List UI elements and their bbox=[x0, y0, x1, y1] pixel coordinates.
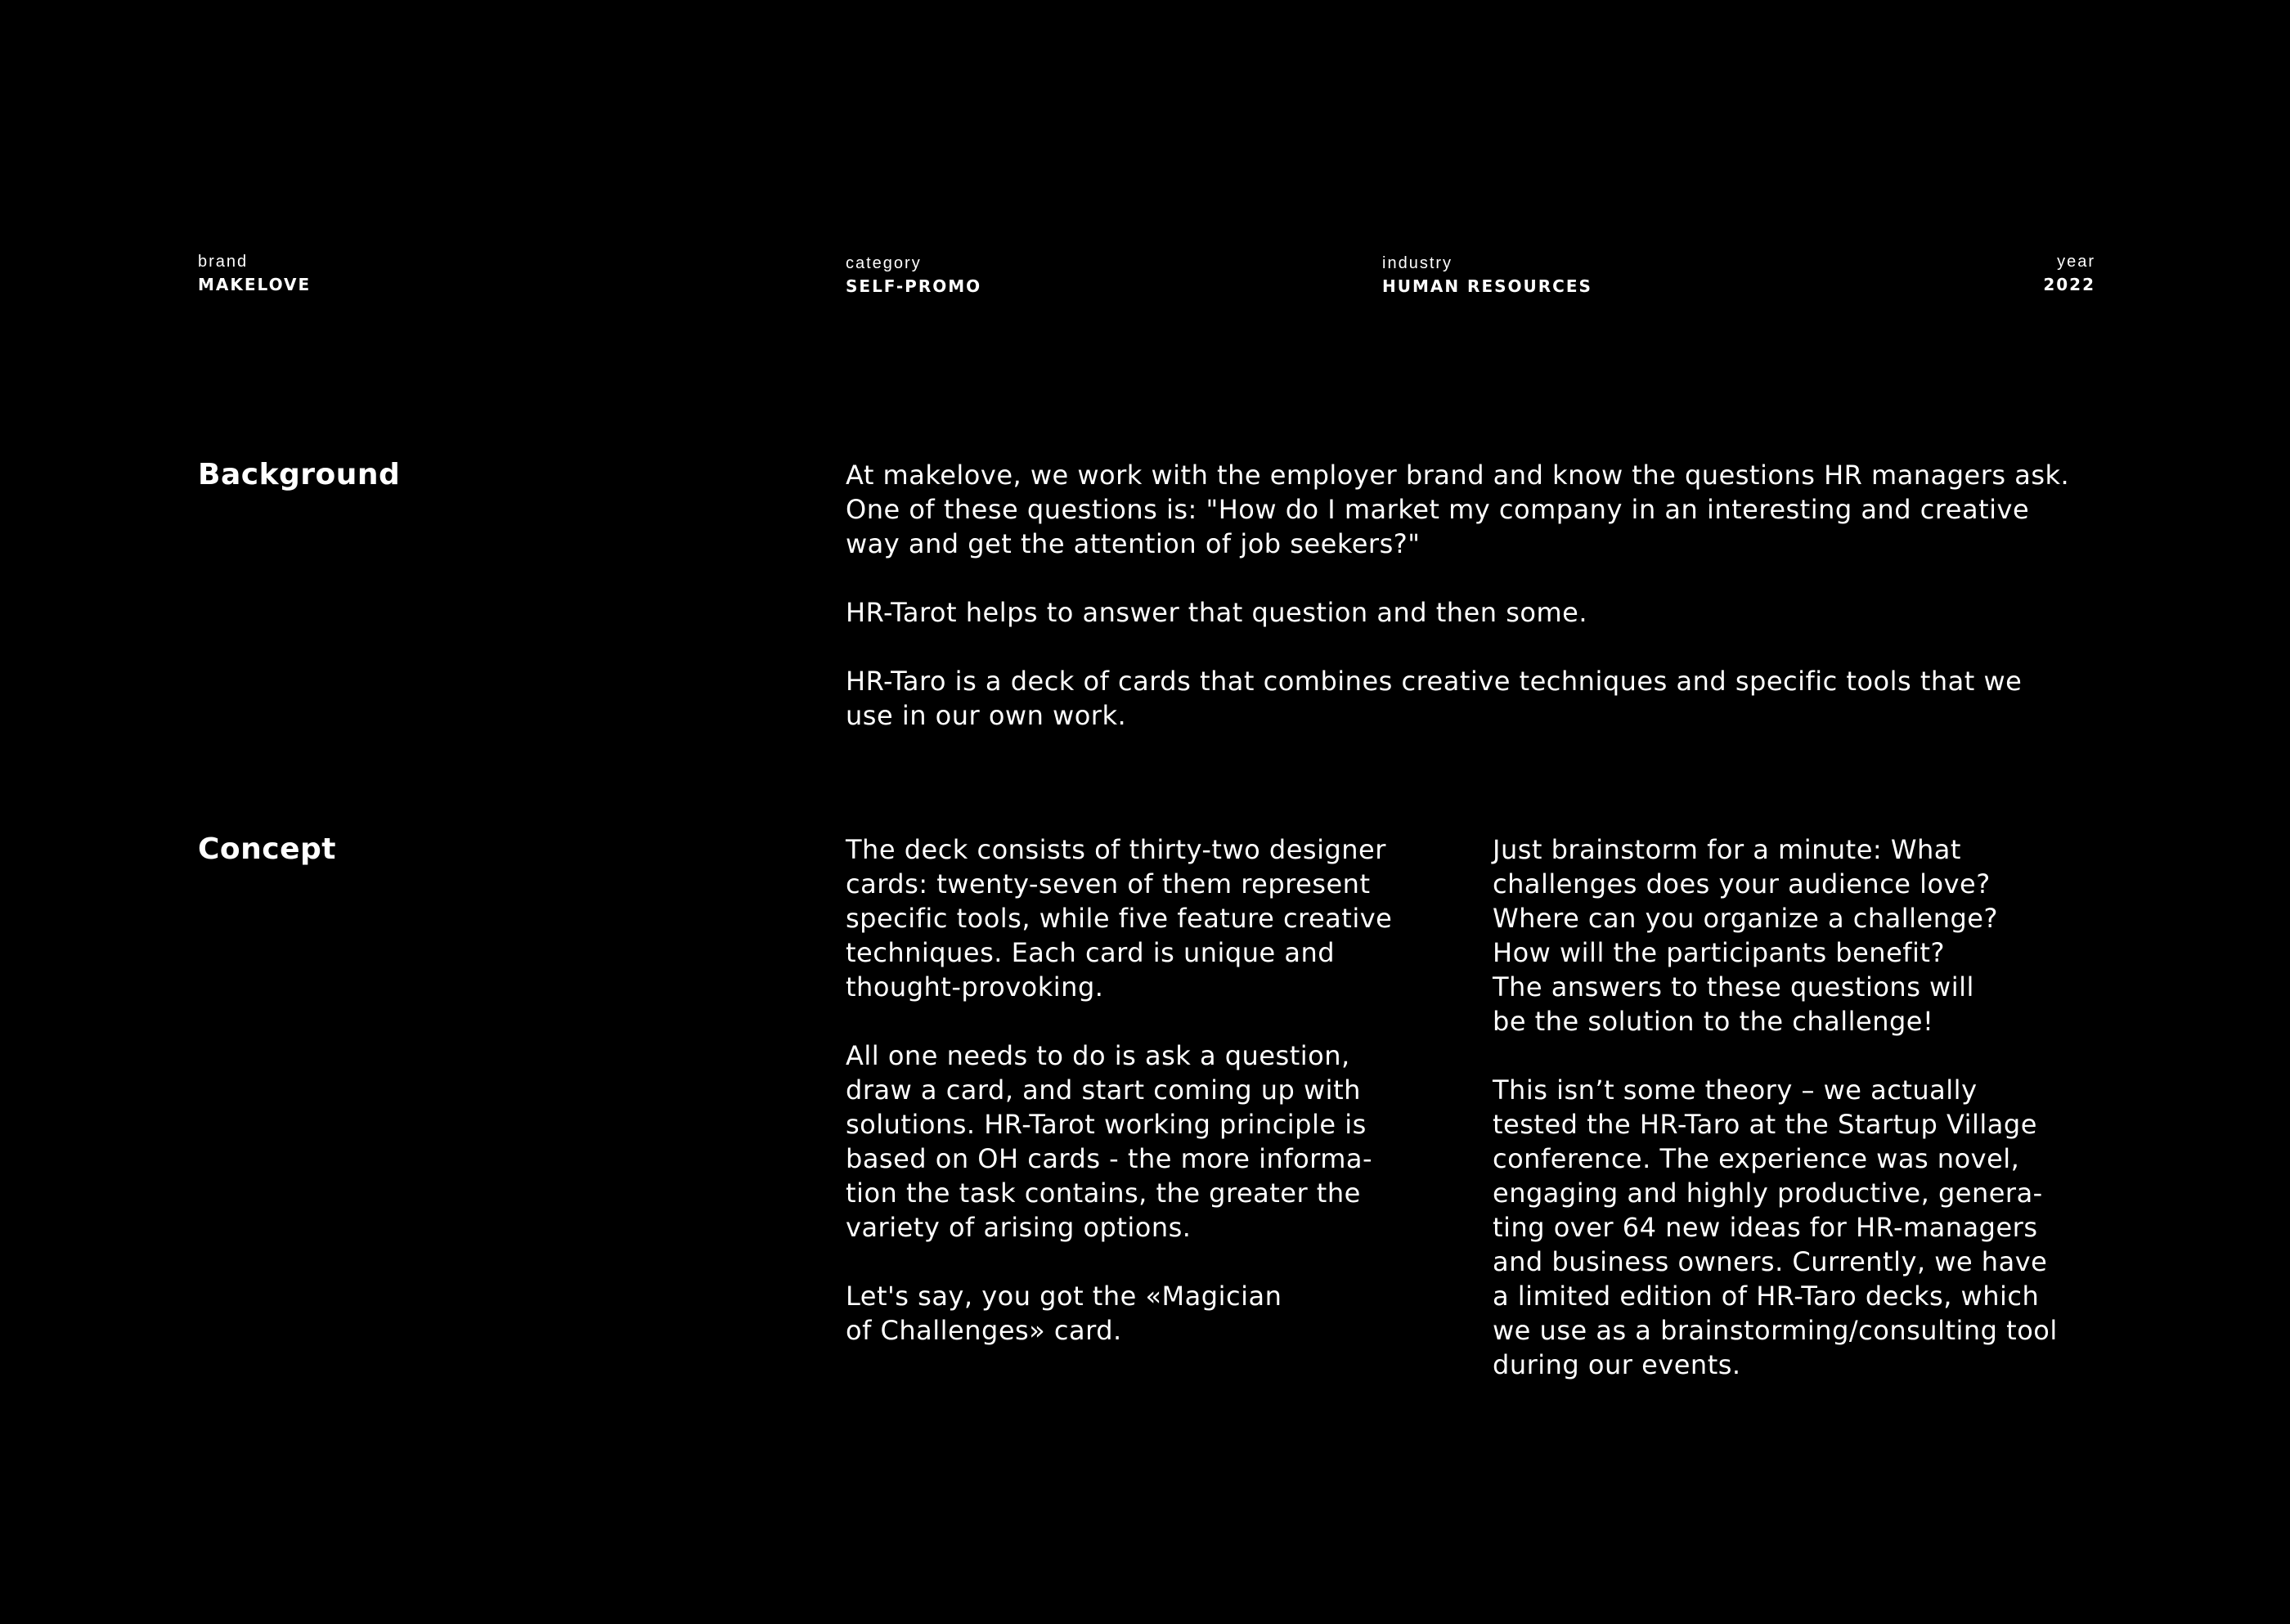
meta-year-label: year bbox=[2057, 253, 2095, 271]
meta-category-value: SELF-PROMO bbox=[846, 276, 982, 296]
meta-year-value: 2022 bbox=[2043, 275, 2095, 294]
meta-year bbox=[2043, 250, 2095, 296]
background-heading: Background bbox=[198, 458, 401, 491]
background-paragraph: HR-Taro is a deck of cards that combines creative techniques and specific tools that we use in our own work. bbox=[846, 666, 2023, 731]
concept-paragraph: Just brainstorm for a minute: What challenges does your audience love? Where can you organize a challenge? How will the participants benefit? The answers to these questions will be the solution to the challenge! bbox=[1493, 834, 1998, 1037]
background-paragraph: HR-Tarot helps to answer that question and then some. bbox=[846, 597, 1587, 628]
concept-heading: Concept bbox=[198, 832, 337, 866]
meta-industry-label: industry bbox=[1382, 254, 1453, 272]
concept-paragraph: This isn’t some theory – we actually tested the HR-Taro at the Startup Village conference. The experience was novel, engaging and highly productive, genera- ting over 64 new ideas for HR-managers and business owners. Currently, we have a limited edition of HR-Taro decks, which we use as a brainstorming/consulting tool during our events. bbox=[1493, 1074, 2058, 1380]
meta-industry-value: HUMAN RESOURCES bbox=[1382, 276, 1592, 296]
meta-brand-label: brand bbox=[198, 253, 249, 271]
concept-right-column bbox=[1493, 832, 2098, 1382]
concept-paragraph: Let's say, you got the «Magician of Challenges» card. bbox=[846, 1281, 1282, 1346]
meta-brand-value: MAKELOVE bbox=[198, 275, 312, 294]
background-paragraph: At makelove, we work with the employer brand and know the questions HR managers ask. One of these questions is: "How do I market my company in an interesting and creative way and get the attention of job seekers?" bbox=[846, 460, 2070, 559]
concept-left-column bbox=[846, 832, 1435, 1348]
meta-brand bbox=[198, 250, 311, 296]
concept-paragraph: All one needs to do is ask a question, draw a card, and start coming up with solutions. HR-Tarot working principle is based on OH cards - the more informa- tion the task contains, the greater the variety of arising options. bbox=[846, 1040, 1373, 1243]
background-text bbox=[846, 458, 2105, 733]
concept-paragraph: The deck consists of thirty-two designer cards: twenty-seven of them represent specific tools, while five feature creative techniques. Each card is unique and thought-provoking. bbox=[846, 834, 1393, 1003]
meta-industry bbox=[1382, 252, 1592, 298]
meta-category-label: category bbox=[846, 254, 922, 272]
meta-category bbox=[846, 252, 981, 298]
